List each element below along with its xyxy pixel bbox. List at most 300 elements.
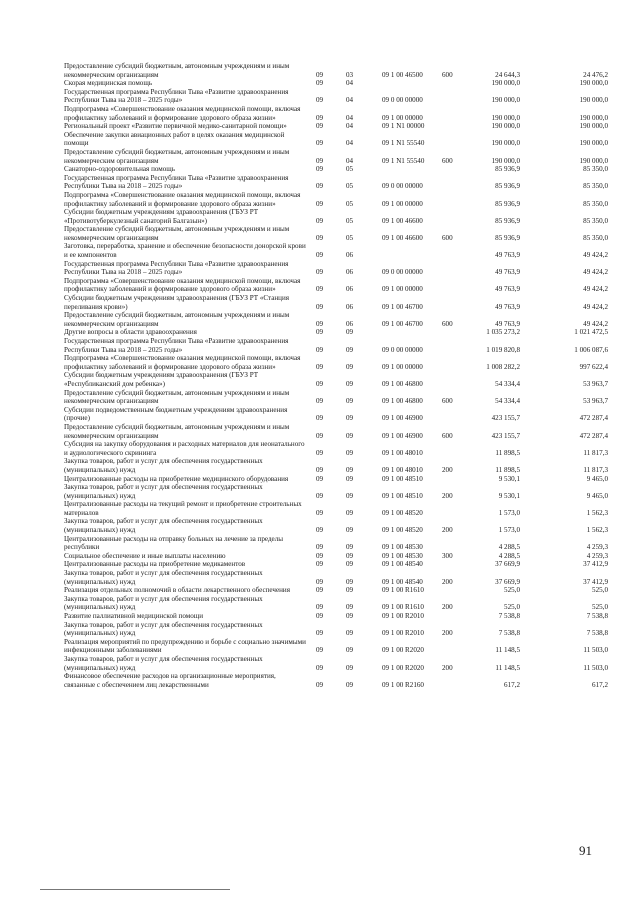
section-code: 09	[316, 182, 324, 191]
target-article-code: 09 1 00 48520	[382, 526, 423, 535]
amount-year-1: 37 669,9	[495, 577, 520, 586]
target-article-code: 09 1 00 48520	[382, 508, 423, 517]
section-code: 09	[316, 79, 324, 88]
amount-year-1: 54 334,4	[495, 379, 520, 388]
table-row	[64, 148, 608, 165]
subsection-code: 06	[346, 268, 354, 277]
target-article-code: 09 1 00 48010	[382, 465, 423, 474]
table-row	[64, 612, 608, 621]
table-row	[64, 440, 608, 457]
subsection-code: 09	[346, 663, 354, 672]
row-name: Государственная программа Республики Тыва «Развитие здравоохранения Республики Тыва на 2018 – 2025 годы»	[64, 87, 289, 105]
subsection-code: 04	[346, 156, 354, 165]
subsection-code: 09	[346, 491, 354, 500]
row-name: Закупка товаров, работ и услуг для обеспечения государственных (муниципальных) нужд	[64, 654, 263, 672]
amount-year-1: 85 936,9	[495, 233, 520, 242]
target-article-code: 09 1 00 48510	[382, 491, 423, 500]
section-code: 09	[316, 70, 324, 79]
table-row	[64, 294, 608, 311]
subsection-code: 09	[346, 586, 354, 595]
target-article-code: 09 0 00 00000	[382, 268, 423, 277]
target-article-code: 09 1 00 46900	[382, 431, 423, 440]
section-code: 09	[316, 465, 324, 474]
section-code: 09	[316, 612, 324, 620]
amount-year-2: 37 412,9	[583, 577, 608, 586]
section-code: 09	[316, 397, 324, 406]
amount-year-2: 1 562,3	[586, 526, 608, 535]
table-row	[64, 337, 608, 354]
row-name: Подпрограмма «Совершенствование оказания медицинской помощи, включая профилактику заболеваний и формирование здорового образа жизни»	[64, 354, 301, 371]
section-code: 09	[316, 491, 324, 500]
amount-year-2: 525,0	[592, 586, 608, 595]
subsection-code: 09	[346, 577, 354, 586]
table-row	[64, 165, 608, 174]
section-code: 09	[316, 122, 324, 131]
expense-type-code: 600	[442, 319, 453, 328]
amount-year-2: 11 503,0	[583, 663, 608, 672]
section-code: 09	[316, 328, 324, 337]
amount-year-2: 85 350,0	[583, 199, 608, 208]
row-name: Централизованные расходы на приобретение медикаментов	[64, 560, 246, 569]
subsection-code: 09	[346, 345, 354, 354]
page-number: 91	[579, 843, 592, 858]
amount-year-2: 49 424,2	[583, 302, 608, 311]
table-row	[64, 423, 608, 440]
subsection-code: 06	[346, 302, 354, 311]
row-name: Закупка товаров, работ и услуг для обеспечения государственных (муниципальных) нужд	[64, 594, 263, 612]
section-code: 09	[316, 379, 324, 388]
row-name: Предоставление субсидий бюджетным, автономным учреждениям и иным некоммерческим организациям	[64, 62, 290, 79]
target-article-code: 09 1 00 R2010	[382, 612, 424, 620]
amount-year-1: 49 763,9	[495, 251, 520, 260]
expense-type-code: 200	[442, 465, 453, 474]
amount-year-1: 49 763,9	[495, 268, 520, 277]
table-row	[64, 174, 608, 191]
amount-year-1: 9 530,1	[498, 491, 520, 500]
section-code: 09	[316, 96, 324, 105]
section-code: 09	[316, 646, 324, 655]
section-code: 09	[316, 113, 324, 122]
subsection-code: 09	[346, 431, 354, 440]
section-code: 09	[316, 526, 324, 535]
amount-year-2: 85 350,0	[583, 165, 608, 174]
amount-year-1: 85 936,9	[495, 165, 520, 174]
amount-year-2: 7 538,8	[586, 612, 608, 620]
row-name: Региональный проект «Развитие первичной медико-санитарной помощи»	[64, 122, 287, 131]
section-code: 09	[316, 362, 324, 371]
subsection-code: 09	[346, 612, 354, 620]
row-name: Централизованные расходы на текущий ремонт и приобретение строительных материалов	[64, 500, 302, 517]
subsection-code: 09	[346, 465, 354, 474]
amount-year-2: 24 476,2	[583, 70, 608, 79]
subsection-code: 09	[346, 646, 354, 655]
amount-year-1: 7 538,8	[498, 612, 520, 620]
section-code: 09	[316, 199, 324, 208]
row-name: Финансовое обеспечение расходов на организационные мероприятия, связанные с обеспечением лиц лекарственными	[64, 672, 276, 689]
subsection-code: 09	[346, 560, 354, 569]
amount-year-2: 9 465,0	[586, 491, 608, 500]
expense-type-code: 200	[442, 577, 453, 586]
subsection-code: 09	[346, 680, 354, 689]
target-article-code: 09 1 00 00000	[382, 199, 423, 208]
amount-year-2: 11 503,0	[583, 646, 608, 655]
amount-year-1: 9 530,1	[498, 474, 520, 483]
section-code: 09	[316, 508, 324, 517]
amount-year-2: 190 000,0	[579, 79, 608, 88]
table-row	[64, 277, 608, 294]
table-row	[64, 311, 608, 328]
row-name: Закупка товаров, работ и услуг для обеспечения государственных (муниципальных) нужд	[64, 457, 263, 474]
subsection-code: 06	[346, 285, 354, 294]
amount-year-1: 85 936,9	[495, 216, 520, 225]
subsection-code: 04	[346, 79, 354, 88]
table-row	[64, 328, 608, 337]
amount-year-2: 53 963,7	[583, 397, 608, 406]
subsection-code: 04	[346, 139, 354, 148]
table-row	[64, 560, 608, 569]
section-code: 09	[316, 680, 324, 689]
amount-year-1: 85 936,9	[495, 182, 520, 191]
row-name: Государственная программа Республики Тыва «Развитие здравоохранения Республики Тыва на 2018 – 2025 годы»	[64, 173, 289, 191]
amount-year-2: 190 000,0	[579, 139, 608, 148]
row-name: Другие вопросы в области здравоохранения	[64, 328, 197, 337]
row-name: Субсидии бюджетным учреждениям здравоохранения (ГБУЗ РТ «Республиканский дом ребенка»)	[64, 371, 259, 388]
table-row	[64, 638, 608, 655]
table-row	[64, 88, 608, 105]
row-name: Субсидии бюджетным учреждениям здравоохранения (ГБУЗ РТ «Противотуберкулезный санаторий Балгазын»)	[64, 208, 259, 225]
amount-year-1: 4 288,5	[498, 551, 520, 560]
table-row	[64, 105, 608, 122]
amount-year-1: 190 000,0	[491, 113, 520, 122]
amount-year-1: 525,0	[504, 586, 520, 595]
amount-year-2: 1 006 087,6	[574, 345, 608, 354]
table-row	[64, 457, 608, 474]
amount-year-1: 11 148,5	[495, 663, 520, 672]
row-name: Предоставление субсидий бюджетным, автономным учреждениям и иным некоммерческим организациям	[64, 422, 290, 440]
amount-year-2: 617,2	[592, 680, 608, 689]
row-name: Подпрограмма «Совершенствование оказания медицинской помощи, включая профилактику заболеваний и формирование здорового образа жизни»	[64, 276, 301, 294]
subsection-code: 09	[346, 414, 354, 423]
amount-year-2: 85 350,0	[583, 216, 608, 225]
budget-table	[64, 62, 608, 689]
expense-type-code: 200	[442, 603, 453, 612]
amount-year-2: 1 562,3	[586, 508, 608, 517]
row-name: Скорая медицинская помощь	[64, 79, 153, 88]
amount-year-1: 11 898,5	[495, 448, 520, 457]
target-article-code: 09 1 N1 55540	[382, 156, 425, 165]
subsection-code: 05	[346, 165, 354, 174]
table-row	[64, 535, 608, 552]
subsection-code: 09	[346, 508, 354, 517]
table-row	[64, 595, 608, 612]
target-article-code: 09 1 00 R2010	[382, 629, 424, 638]
amount-year-1: 49 763,9	[495, 302, 520, 311]
target-article-code: 09 1 00 48510	[382, 474, 423, 483]
target-article-code: 09 1 00 46800	[382, 379, 423, 388]
section-code: 09	[316, 216, 324, 225]
row-name: Предоставление субсидий бюджетным, автономным учреждениям и иным некоммерческим организациям	[64, 147, 290, 165]
amount-year-2: 472 287,4	[579, 414, 608, 423]
section-code: 09	[316, 251, 324, 260]
amount-year-1: 49 763,9	[495, 319, 520, 328]
section-code: 09	[316, 629, 324, 638]
row-name: Санаторно-оздоровительная помощь	[64, 165, 176, 174]
table-row	[64, 354, 608, 371]
amount-year-2: 9 465,0	[586, 474, 608, 483]
row-name: Субсидии бюджетным учреждениям здравоохранения (ГБУЗ РТ «Станция переливания крови»)	[64, 294, 290, 311]
section-code: 09	[316, 560, 324, 569]
subsection-code: 05	[346, 216, 354, 225]
section-code: 09	[316, 663, 324, 672]
section-code: 09	[316, 414, 324, 423]
table-row	[64, 225, 608, 242]
row-name: Реализация отдельных полномочий в области лекарственного обеспечения	[64, 586, 290, 595]
table-row	[64, 131, 608, 148]
section-code: 09	[316, 156, 324, 165]
target-article-code: 09 1 00 46700	[382, 319, 423, 328]
table-row	[64, 191, 608, 208]
table-row	[64, 483, 608, 500]
row-name: Централизованные расходы на отправку больных на лечение за пределы республики	[64, 534, 284, 552]
expense-type-code: 200	[442, 526, 453, 535]
target-article-code: 09 1 N1 00000	[382, 122, 425, 131]
target-article-code: 09 1 00 46800	[382, 397, 423, 406]
section-code: 09	[316, 474, 324, 483]
row-name: Заготовка, переработка, хранение и обеспечение безопасности донорской крови и ее компонентов	[64, 242, 306, 260]
table-row	[64, 371, 608, 388]
row-name: Государственная программа Республики Тыва «Развитие здравоохранения Республики Тыва на 2018 – 2025 годы»	[64, 337, 289, 354]
target-article-code: 09 1 00 48540	[382, 560, 423, 569]
table-row	[64, 79, 608, 88]
table-row	[64, 672, 608, 689]
table-row	[64, 517, 608, 534]
amount-year-2: 49 424,2	[583, 268, 608, 277]
table-row	[64, 586, 608, 595]
section-code: 09	[316, 268, 324, 277]
table-row	[64, 475, 608, 484]
expense-type-code: 300	[442, 551, 453, 560]
target-article-code: 09 1 00 48540	[382, 577, 423, 586]
subsection-code: 09	[346, 328, 354, 337]
target-article-code: 09 1 00 00000	[382, 285, 423, 294]
amount-year-1: 1 573,0	[498, 508, 520, 517]
table-row	[64, 242, 608, 259]
expense-type-code: 600	[442, 431, 453, 440]
amount-year-2: 49 424,2	[583, 319, 608, 328]
row-name: Субсидия на закупку оборудования и расходных материалов для неонатального и аудиологического скрининга	[64, 440, 305, 457]
subsection-code: 04	[346, 122, 354, 131]
amount-year-2: 85 350,0	[583, 182, 608, 191]
row-name: Государственная программа Республики Тыва «Развитие здравоохранения Республики Тыва на 2018 – 2025 годы»	[64, 259, 289, 277]
target-article-code: 09 1 00 46900	[382, 414, 423, 423]
expense-type-code: 200	[442, 629, 453, 638]
target-article-code: 09 1 00 R2160	[382, 680, 424, 689]
amount-year-1: 37 669,9	[495, 560, 520, 569]
subsection-code: 09	[346, 551, 354, 560]
amount-year-1: 1 035 273,2	[486, 328, 520, 337]
table-row	[64, 406, 608, 423]
amount-year-1: 190 000,0	[491, 139, 520, 148]
target-article-code: 09 1 00 R2020	[382, 646, 424, 655]
subsection-code: 05	[346, 199, 354, 208]
table-row	[64, 500, 608, 517]
section-code: 09	[316, 302, 324, 311]
target-article-code: 09 1 00 00000	[382, 113, 423, 122]
amount-year-1: 11 898,5	[495, 465, 520, 474]
amount-year-2: 7 538,8	[586, 629, 608, 638]
amount-year-1: 1 019 820,8	[486, 345, 520, 354]
target-article-code: 09 0 00 00000	[382, 96, 423, 105]
target-article-code: 09 1 00 48010	[382, 448, 423, 457]
subsection-code: 05	[346, 182, 354, 191]
amount-year-1: 11 148,5	[495, 646, 520, 655]
subsection-code: 09	[346, 397, 354, 406]
target-article-code: 09 0 00 00000	[382, 182, 423, 191]
subsection-code: 09	[346, 526, 354, 535]
amount-year-2: 1 021 472,5	[574, 328, 608, 337]
amount-year-1: 190 000,0	[491, 79, 520, 88]
amount-year-2: 37 412,9	[583, 560, 608, 569]
table-row	[64, 62, 608, 79]
table-row	[64, 208, 608, 225]
section-code: 09	[316, 319, 324, 328]
subsection-code: 09	[346, 448, 354, 457]
target-article-code: 09 1 00 R2020	[382, 663, 424, 672]
section-code: 09	[316, 285, 324, 294]
amount-year-1: 190 000,0	[491, 122, 520, 131]
subsection-code: 03	[346, 70, 354, 79]
row-name: Субсидии подведомственным бюджетным учреждениям здравоохранения (прочие)	[64, 405, 288, 423]
amount-year-2: 472 287,4	[579, 431, 608, 440]
subsection-code: 09	[346, 379, 354, 388]
amount-year-2: 190 000,0	[579, 156, 608, 165]
expense-type-code: 200	[442, 663, 453, 672]
subsection-code: 09	[346, 629, 354, 638]
amount-year-2: 4 259,3	[586, 543, 608, 552]
amount-year-1: 7 538,8	[498, 629, 520, 638]
row-name: Закупка товаров, работ и услуг для обеспечения государственных (муниципальных) нужд	[64, 483, 263, 500]
row-name: Подпрограмма «Совершенствование оказания медицинской помощи, включая профилактику заболеваний и формирование здорового образа жизни»	[64, 104, 301, 122]
expense-type-code: 600	[442, 397, 453, 406]
subsection-code: 06	[346, 319, 354, 328]
row-name: Предоставление субсидий бюджетным, автономным учреждениям и иным некоммерческим организациям	[64, 311, 290, 328]
amount-year-1: 423 155,7	[491, 431, 520, 440]
expense-type-code: 600	[442, 70, 453, 79]
target-article-code: 09 0 00 00000	[382, 345, 423, 354]
row-name: Реализация мероприятий по предупреждению и борьбе с социально значимыми инфекционными заболеваниями	[64, 637, 306, 655]
amount-year-2: 525,0	[592, 603, 608, 612]
amount-year-2: 4 259,3	[586, 551, 608, 560]
target-article-code: 09 1 00 R1610	[382, 586, 424, 595]
amount-year-2: 190 000,0	[579, 113, 608, 122]
row-name: Закупка товаров, работ и услуг для обеспечения государственных (муниципальных) нужд	[64, 620, 263, 638]
amount-year-1: 4 288,5	[498, 543, 520, 552]
target-article-code: 09 1 00 46600	[382, 216, 423, 225]
target-article-code: 09 1 N1 55540	[382, 139, 425, 148]
subsection-code: 09	[346, 603, 354, 612]
target-article-code: 09 1 00 R1610	[382, 603, 424, 612]
amount-year-2: 190 000,0	[579, 96, 608, 105]
row-name: Закупка товаров, работ и услуг для обеспечения государственных (муниципальных) нужд	[64, 517, 263, 535]
amount-year-2: 53 963,7	[583, 379, 608, 388]
amount-year-2: 190 000,0	[579, 122, 608, 131]
section-code: 09	[316, 165, 324, 174]
amount-year-2: 85 350,0	[583, 233, 608, 242]
section-code: 09	[316, 603, 324, 612]
target-article-code: 09 1 00 48530	[382, 551, 423, 560]
amount-year-1: 54 334,4	[495, 397, 520, 406]
expense-type-code: 600	[442, 156, 453, 165]
expense-type-code: 600	[442, 233, 453, 242]
subsection-code: 09	[346, 474, 354, 483]
amount-year-1: 85 936,9	[495, 199, 520, 208]
target-article-code: 09 1 00 46600	[382, 233, 423, 242]
section-code: 09	[316, 431, 324, 440]
amount-year-2: 11 817,3	[583, 465, 608, 474]
table-row	[64, 569, 608, 586]
subsection-code: 09	[346, 362, 354, 371]
target-article-code: 09 1 00 46700	[382, 302, 423, 311]
amount-year-1: 24 644,3	[495, 70, 520, 79]
section-code: 09	[316, 551, 324, 560]
subsection-code: 04	[346, 113, 354, 122]
subsection-code: 09	[346, 543, 354, 552]
amount-year-2: 49 424,2	[583, 285, 608, 294]
amount-year-2: 997 622,4	[579, 362, 608, 371]
row-name: Предоставление субсидий бюджетным, автономным учреждениям и иным некоммерческим организациям	[64, 225, 290, 242]
table-row	[64, 122, 608, 131]
section-code: 09	[316, 448, 324, 457]
table-row	[64, 621, 608, 638]
amount-year-1: 49 763,9	[495, 285, 520, 294]
amount-year-1: 525,0	[504, 603, 520, 612]
row-name: Предоставление субсидий бюджетным, автономным учреждениям и иным некоммерческим организациям	[64, 388, 290, 406]
target-article-code: 09 1 00 46500	[382, 70, 423, 79]
amount-year-1: 1 573,0	[498, 526, 520, 535]
subsection-code: 06	[346, 251, 354, 260]
section-code: 09	[316, 139, 324, 148]
row-name: Централизованные расходы на приобретение медицинского оборудования	[64, 474, 289, 483]
table-row	[64, 260, 608, 277]
footer-divider	[40, 889, 230, 890]
subsection-code: 05	[346, 233, 354, 242]
table-row	[64, 655, 608, 672]
expense-type-code: 200	[442, 491, 453, 500]
section-code: 09	[316, 543, 324, 552]
row-name: Подпрограмма «Совершенствование оказания медицинской помощи, включая профилактику заболеваний и формирование здорового образа жизни»	[64, 190, 301, 208]
amount-year-1: 190 000,0	[491, 96, 520, 105]
amount-year-1: 1 008 282,2	[486, 362, 520, 371]
target-article-code: 09 1 00 00000	[382, 362, 423, 371]
amount-year-1: 617,2	[504, 680, 520, 689]
section-code: 09	[316, 345, 324, 354]
section-code: 09	[316, 586, 324, 595]
subsection-code: 04	[346, 96, 354, 105]
section-code: 09	[316, 233, 324, 242]
row-name: Обеспечение закупки авиационных работ в целях оказания медицинской помощи	[64, 130, 285, 148]
table-row	[64, 389, 608, 406]
row-name: Социальное обеспечение и иные выплаты населению	[64, 551, 226, 560]
section-code: 09	[316, 577, 324, 586]
table-row	[64, 552, 608, 561]
amount-year-1: 423 155,7	[491, 414, 520, 423]
row-name: Закупка товаров, работ и услуг для обеспечения государственных (муниципальных) нужд	[64, 569, 263, 586]
amount-year-2: 49 424,2	[583, 251, 608, 260]
row-name: Развитие паллиативной медицинской помощи	[64, 612, 204, 620]
target-article-code: 09 1 00 48530	[382, 543, 423, 552]
amount-year-2: 11 817,3	[583, 448, 608, 457]
amount-year-1: 190 000,0	[491, 156, 520, 165]
